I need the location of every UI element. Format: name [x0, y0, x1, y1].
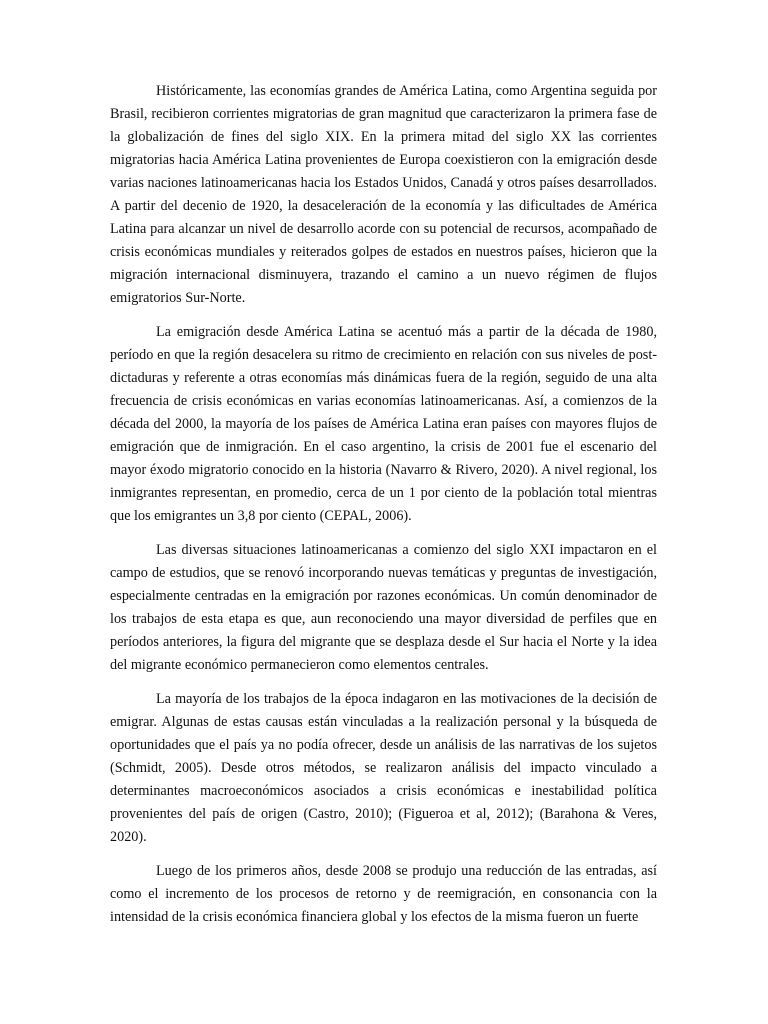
paragraph-2008-crisis: Luego de los primeros años, desde 2008 se produjo una reducción de las entradas, así como el incremento de los procesos de retorno y de reemigración, en consonancia con la intensidad de la crisis económica financiera global y los efectos de la misma fueron un fuerte [110, 863, 657, 925]
paragraph-emigration-1980: La emigración desde América Latina se acentuó más a partir de la década de 1980, período en que la región desacelera su ritmo de crecimiento en relación con sus niveles de post-dictaduras y referente a otras economías más dinámicas fuera de la región, seguido de una alta frecuencia de crisis económicas en varias economías latinoamericanas. Así, a comienzos de la década del 2000, la mayoría de los países de América Latina eran países con mayores flujos de emigración que de inmigración. En el caso argentino, la crisis de 2001 fue el escenario del mayor éxodo migratorio conocido en la historia (Navarro & Rivero, 2020). A nivel regional, los inmigrantes representan, en promedio, cerca de un 1 por ciento de la población total mientras que los emigrantes un 3,8 por ciento (CEPAL, 2006). [110, 324, 657, 524]
paragraph-xxi-century-studies: Las diversas situaciones latinoamericanas a comienzo del siglo XXI impactaron en el campo de estudios, que se renovó incorporando nuevas temáticas y preguntas de investigación, especialmente centradas en la emigración por razones económicas. Un común denominador de los trabajos de esta etapa es que, aun reconociendo una mayor diversidad de perfiles que en períodos anteriores, la figura del migrante que se desplaza desde el Sur hacia el Norte y la idea del migrante económico permanecieron como elementos centrales. [110, 542, 657, 673]
document-body [110, 80, 657, 940]
paragraph-motivations: La mayoría de los trabajos de la época indagaron en las motivaciones de la decisión de emigrar. Algunas de estas causas están vinculadas a la realización personal y la búsqueda de oportunidades que el país ya no podía ofrecer, desde un análisis de las narrativas de los sujetos (Schmidt, 2005). Desde otros métodos, se realizaron análisis del impacto vinculado a determinantes macroeconómicos asociados a crisis económicas e inestabilidad política provenientes del país de origen (Castro, 2010); (Figueroa et al, 2012); (Barahona & Veres, 2020). [110, 691, 657, 845]
paragraph-historical-migration: Históricamente, las economías grandes de América Latina, como Argentina seguida por Brasil, recibieron corrientes migratorias de gran magnitud que caracterizaron la primera fase de la globalización de fines del siglo XIX. En la primera mitad del siglo XX las corrientes migratorias hacia América Latina provenientes de Europa coexistieron con la emigración desde varias naciones latinoamericanas hacia los Estados Unidos, Canadá y otros países desarrollados. A partir del decenio de 1920, la desaceleración de la economía y las dificultades de América Latina para alcanzar un nivel de desarrollo acorde con su potencial de recursos, acompañado de crisis económicas mundiales y reiterados golpes de estados en nuestros países, hicieron que la migración internacional disminuyera, trazando el camino a un nuevo régimen de flujos emigratorios Sur-Norte. [110, 83, 657, 306]
